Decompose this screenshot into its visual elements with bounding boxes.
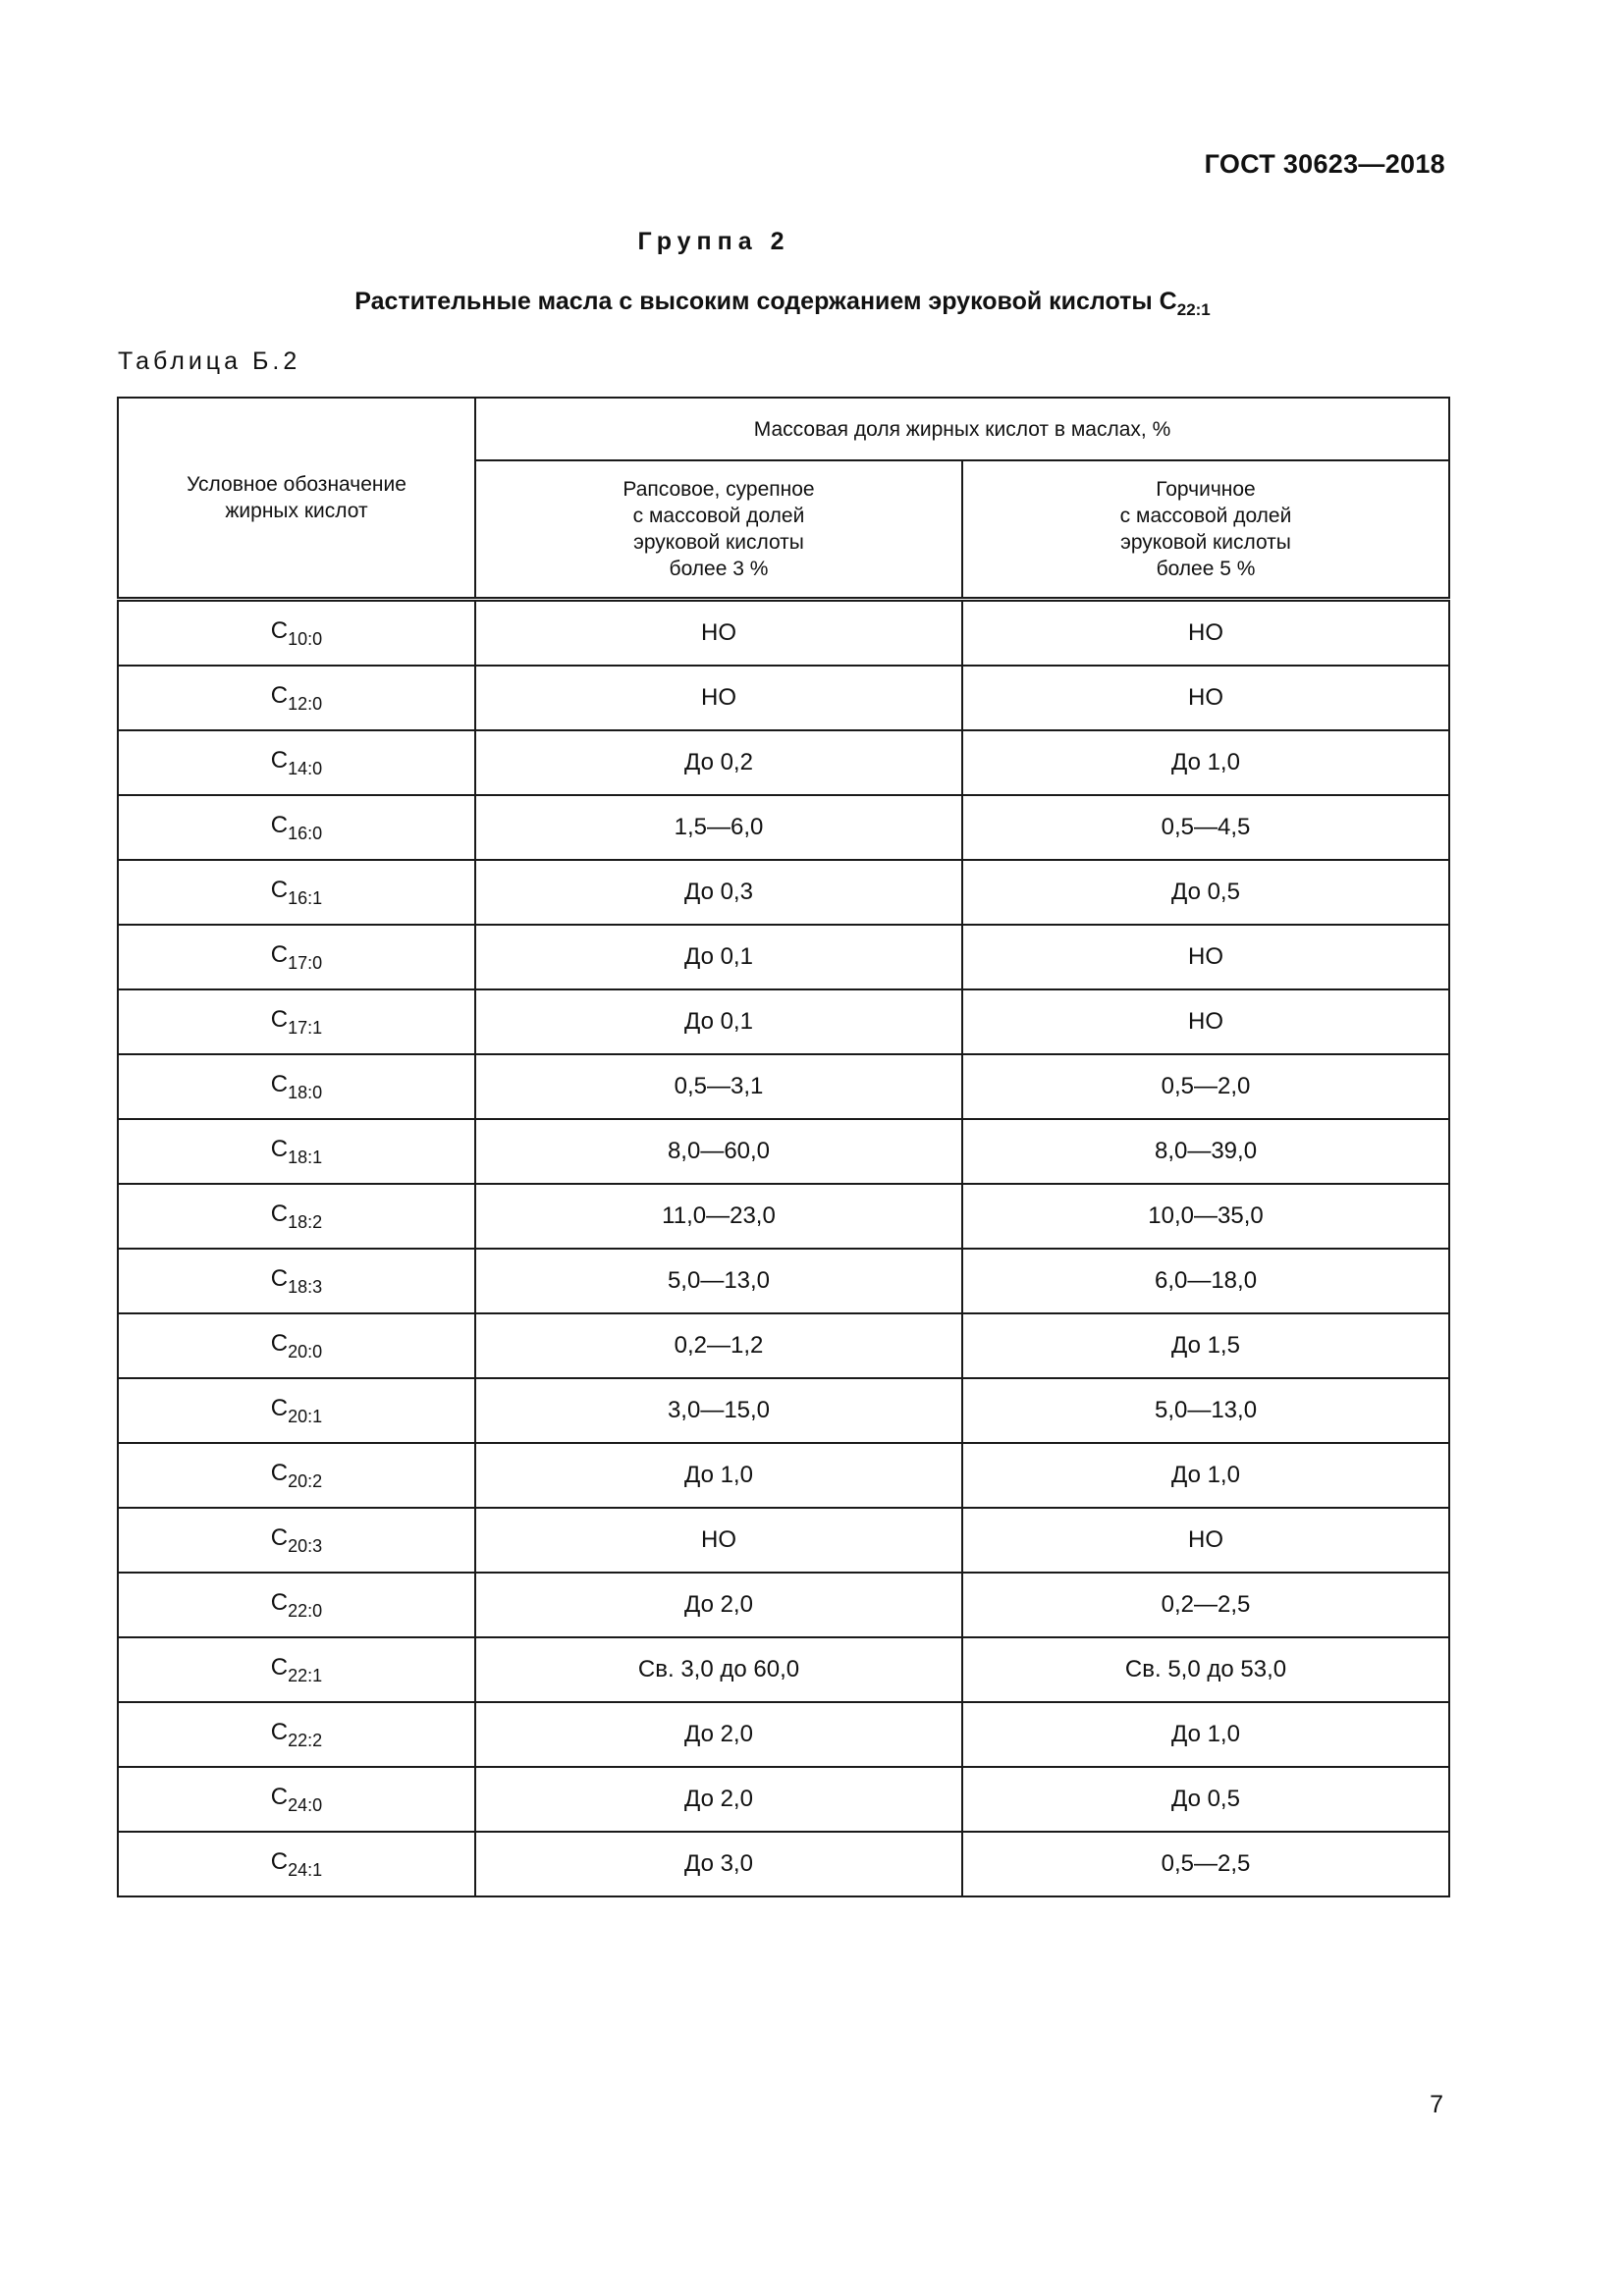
table-row [118,989,1449,1054]
table-header-row [118,398,1449,460]
acid-cell [118,1637,475,1702]
acid-cell [118,1249,475,1313]
table-row [118,600,1449,667]
acid-symbol: C [270,1329,289,1357]
mustard-value-cell: 0,5—2,0 [962,1054,1449,1119]
acid-subscript: 18:3 [288,1276,323,1297]
acid-subscript: 16:1 [288,887,323,908]
acid-symbol: C [270,1459,289,1486]
document-number: ГОСТ 30623—2018 [1204,149,1445,179]
rapeseed-value-cell: 0,2—1,2 [475,1313,962,1378]
table-row [118,1767,1449,1832]
table-row [118,1119,1449,1184]
acid-subscript: 22:1 [288,1665,323,1685]
acid-symbol: C [270,811,289,838]
acid-subscript: 14:0 [288,758,323,778]
rapeseed-value-cell: 3,0—15,0 [475,1378,962,1443]
acid-subscript: 20:0 [288,1341,323,1362]
header-line: с массовой долей [632,505,805,527]
rapeseed-value-cell: До 2,0 [475,1573,962,1637]
table-row [118,1249,1449,1313]
acid-cell [118,925,475,989]
mustard-value-cell: НО [962,1508,1449,1573]
acid-cell [118,1508,475,1573]
mustard-value-cell: 6,0—18,0 [962,1249,1449,1313]
group-heading: Группа 2 [637,228,790,255]
acid-symbol: C [270,1847,289,1875]
mustard-value-cell: НО [962,666,1449,730]
rapeseed-value-cell: До 0,2 [475,730,962,795]
acid-cell [118,730,475,795]
acid-symbol: C [270,746,289,774]
acid-symbol: C [270,940,289,968]
acid-subscript: 24:1 [288,1859,323,1880]
header-line: более 5 % [1156,558,1256,580]
mustard-value-cell: НО [962,925,1449,989]
acid-symbol: C [270,1005,289,1033]
acid-subscript: 17:0 [288,952,323,973]
acid-subscript: 22:2 [288,1730,323,1750]
acid-cell [118,666,475,730]
mustard-value-cell: До 1,0 [962,1702,1449,1767]
acid-symbol: C [270,1588,289,1616]
section-title-text: Растительные масла с высоким содержанием эруковой кислоты C [354,288,1177,315]
mustard-value-cell: Св. 5,0 до 53,0 [962,1637,1449,1702]
acid-cell [118,600,475,667]
acid-symbol: C [270,1135,289,1162]
table-row [118,1702,1449,1767]
acid-cell [118,1443,475,1508]
section-title [118,288,1447,320]
rapeseed-value-cell: 5,0—13,0 [475,1249,962,1313]
acid-cell [118,989,475,1054]
rapeseed-value-cell: НО [475,666,962,730]
header-line: эруковой кислоты [633,531,804,554]
acid-symbol: C [270,1718,289,1745]
acid-cell [118,1832,475,1896]
acid-subscript: 20:3 [288,1535,323,1556]
table-row [118,666,1449,730]
acid-symbol: C [270,1264,289,1292]
header-line: Рапсовое, сурепное [623,478,815,501]
header-line: эруковой кислоты [1120,531,1291,554]
rapeseed-value-cell: До 0,1 [475,925,962,989]
mustard-value-cell: До 1,5 [962,1313,1449,1378]
table-caption: Таблица Б.2 [118,347,301,375]
table-row [118,1184,1449,1249]
acid-cell [118,1378,475,1443]
acid-symbol: C [270,1200,289,1227]
acid-symbol: C [270,1070,289,1097]
acid-subscript: 18:1 [288,1147,323,1167]
mustard-value-cell: 0,5—2,5 [962,1832,1449,1896]
acid-cell [118,1702,475,1767]
rapeseed-value-cell: 0,5—3,1 [475,1054,962,1119]
header-line: более 3 % [669,558,769,580]
acid-cell [118,860,475,925]
table-row [118,1637,1449,1702]
page-number: 7 [1430,2091,1443,2118]
acid-subscript: 16:0 [288,823,323,843]
acid-subscript: 22:0 [288,1600,323,1621]
rapeseed-value-cell: До 0,1 [475,989,962,1054]
acid-symbol: C [270,1394,289,1421]
rapeseed-value-cell: До 2,0 [475,1767,962,1832]
rapeseed-value-cell: Св. 3,0 до 60,0 [475,1637,962,1702]
table-row [118,795,1449,860]
mass-fraction-group-header: Массовая доля жирных кислот в маслах, % [475,398,1449,460]
mustard-value-cell: НО [962,600,1449,667]
table-row [118,1313,1449,1378]
acid-symbol: C [270,1653,289,1681]
table-body [118,600,1449,1897]
table-row [118,730,1449,795]
table-row [118,860,1449,925]
acid-subscript: 18:0 [288,1082,323,1102]
header-line: жирных кислот [225,500,368,522]
acid-cell [118,795,475,860]
rapeseed-value-cell: НО [475,1508,962,1573]
mustard-value-cell: До 0,5 [962,1767,1449,1832]
acid-cell [118,1573,475,1637]
mustard-value-cell: До 1,0 [962,1443,1449,1508]
acid-symbol: C [270,876,289,903]
mustard-value-cell: До 0,5 [962,860,1449,925]
mustard-value-cell: 8,0—39,0 [962,1119,1449,1184]
acid-subscript: 20:2 [288,1470,323,1491]
rapeseed-value-cell: До 2,0 [475,1702,962,1767]
acid-symbol: C [270,616,289,644]
table-row [118,1832,1449,1896]
acid-subscript: 24:0 [288,1794,323,1815]
acid-subscript: 10:0 [288,628,323,649]
acid-subscript: 18:2 [288,1211,323,1232]
mustard-value-cell: 5,0—13,0 [962,1378,1449,1443]
table-row [118,1054,1449,1119]
rapeseed-value-cell: До 0,3 [475,860,962,925]
rapeseed-value-cell: 11,0—23,0 [475,1184,962,1249]
section-title-subscript: 22:1 [1176,300,1211,319]
acid-cell [118,1767,475,1832]
fatty-acid-table [117,397,1450,1897]
rapeseed-oil-header [475,460,962,600]
mustard-oil-header [962,460,1449,600]
rapeseed-value-cell: 1,5—6,0 [475,795,962,860]
table-row [118,925,1449,989]
rapeseed-value-cell: 8,0—60,0 [475,1119,962,1184]
acid-subscript: 20:1 [288,1406,323,1426]
mustard-value-cell: НО [962,989,1449,1054]
acid-designation-header [118,398,475,600]
acid-symbol: C [270,1783,289,1810]
rapeseed-value-cell: До 3,0 [475,1832,962,1896]
acid-symbol: C [270,681,289,709]
acid-cell [118,1184,475,1249]
table-row [118,1443,1449,1508]
table-row [118,1573,1449,1637]
mustard-value-cell: До 1,0 [962,730,1449,795]
acid-cell [118,1119,475,1184]
rapeseed-value-cell: До 1,0 [475,1443,962,1508]
mustard-value-cell: 0,5—4,5 [962,795,1449,860]
mustard-value-cell: 10,0—35,0 [962,1184,1449,1249]
acid-cell [118,1054,475,1119]
acid-cell [118,1313,475,1378]
acid-symbol: C [270,1523,289,1551]
header-line: Горчичное [1156,478,1256,501]
header-line: с массовой долей [1119,505,1292,527]
header-line: Условное обозначение [187,473,406,496]
table-row [118,1508,1449,1573]
table-row [118,1378,1449,1443]
acid-subscript: 12:0 [288,693,323,714]
acid-subscript: 17:1 [288,1017,323,1038]
rapeseed-value-cell: НО [475,600,962,667]
mustard-value-cell: 0,2—2,5 [962,1573,1449,1637]
